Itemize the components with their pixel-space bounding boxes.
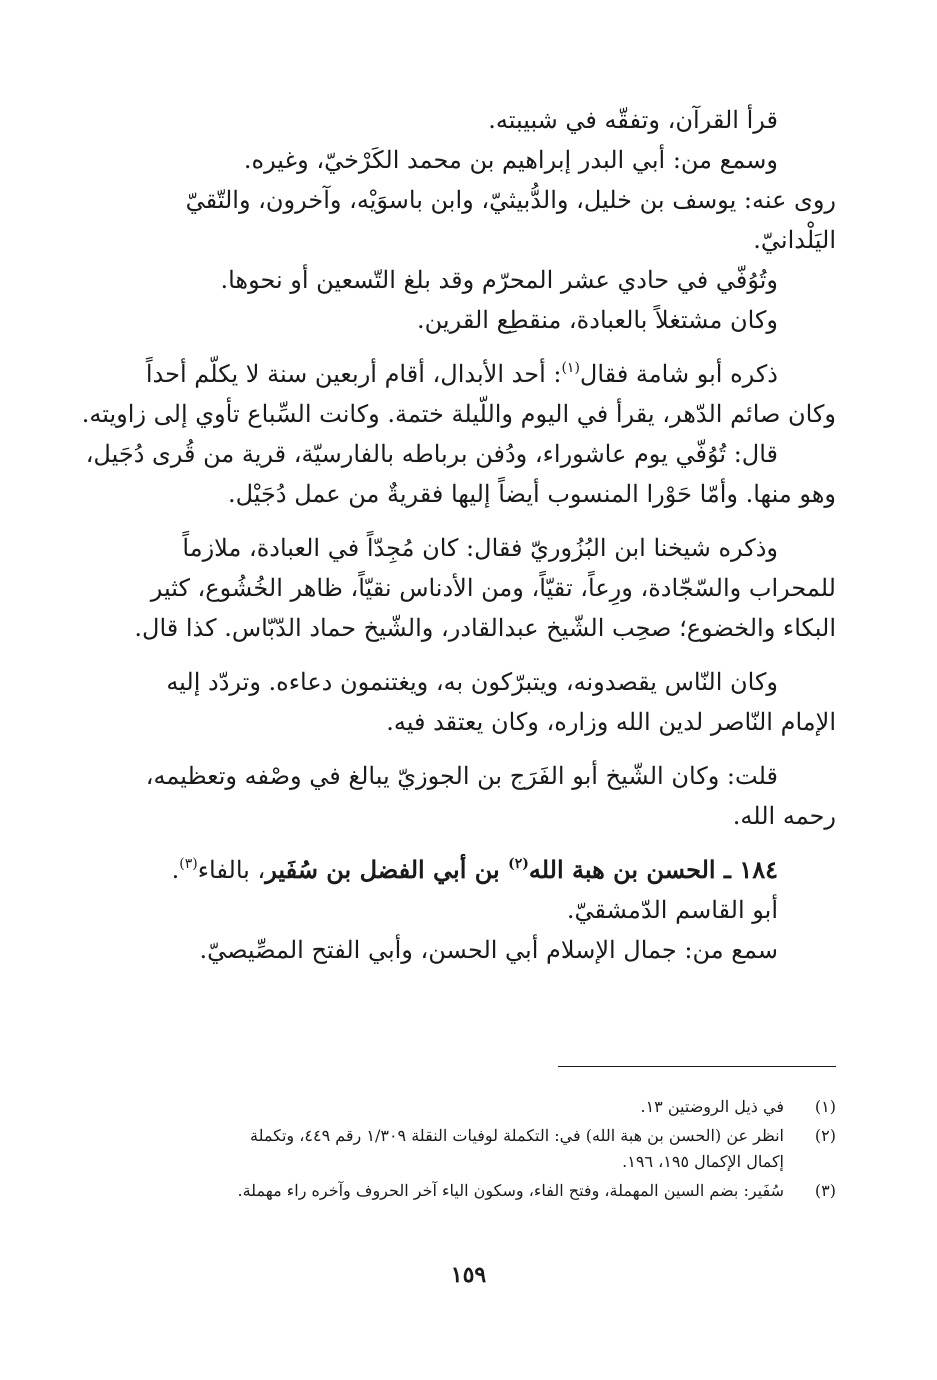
text-line: قال: تُوُفّي يوم عاشوراء، ودُفن برباطه بالفارسيّة، قرية من قُرى دُجَيل، [85,440,778,468]
footnote-list [108,1094,836,1207]
footnote-ref-1[interactable]: (١) [561,360,580,377]
text-line: وكان مشتغلاً بالعبادة، منقطِع القرين. [417,306,778,334]
entry-end: . [171,856,180,884]
text-line: قلت: وكان الشّيخ أبو الفَرَج بن الجوزيّ يبالغ في وصْفه وتعظيمه، [145,762,778,790]
footnote-text [108,1123,784,1175]
footnote-line: سُفَير: بضم السين المهملة، وفتح الفاء، وسكون الياء آخر الحروف وآخره راء مهملة. [237,1181,784,1200]
text-line: رحمه الله. [732,802,836,830]
text-line: أبو القاسم الدّمشقيّ. [566,896,778,924]
text-line: وكان النّاس يقصدونه، ويتبرّكون به، ويغتنمون دعاءه. وتردّد إليه [166,668,778,696]
text-line: وكان صائم الدّهر، يقرأ في اليوم واللّيلة ختمة. وكانت السِّباع تأوي إلى زاويته. [81,400,836,428]
footnote-number: (٢) [814,1126,836,1145]
page-number: ١٥٩ [450,1262,487,1288]
footnote-text [108,1178,784,1204]
text-line [108,354,836,394]
text-line: وهو منها. وأمّا حَوْرا المنسوب أيضاً إليها فقريةٌ من عمل دُجَيْل. [228,480,836,508]
text-line: وذكره شيخنا ابن البُزُوريّ فقال: كان مُجِدّاً في العبادة، ملازماً [182,534,778,562]
footnote-3 [108,1178,836,1204]
footnote-ref-3[interactable]: (٣) [179,856,198,873]
entry-heading [108,850,836,890]
footnote-divider [558,1066,836,1067]
footnote-text [108,1094,784,1120]
text-line: الإمام النّاصر لدين الله وزاره، وكان يعتقد فيه. [386,708,836,736]
text-line: وتُوُفّي في حادي عشر المحرّم وقد بلغ التّسعين أو نحوها. [220,266,778,294]
text-line: اليَلْدانيّ. [753,226,836,254]
footnote-ref-2[interactable]: (٢) [508,856,529,873]
footnote-line: في ذيل الروضتين ١٣. [640,1097,784,1116]
text-line: روى عنه: يوسف بن خليل، والدُّبيثيّ، وابن باسوَيْه، وآخرون، والتّقيّ [185,186,836,214]
text-segment: ذكره أبو شامة فقال [579,360,778,388]
entry-name: ـ الحسن بن هبة الله [528,855,731,884]
footnote-number: (٣) [814,1181,836,1200]
entry-name-cont: بن أبي الفضل بن سُفَير [265,855,509,884]
footnote-line: انظر عن (الحسن بن هبة الله) في: التكملة لوفيات النقلة ١/٣٠٩ رقم ٤٤٩، وتكملة [250,1126,784,1145]
entry-note: ، بالفاء [197,856,266,884]
text-segment: : أحد الأبدال، أقام أربعين سنة لا يكلّم أحداً [145,360,562,388]
text-line: قرأ القرآن، وتفقّه في شبيبته. [488,106,778,134]
footnote-line: إكمال الإكمال ١٩٥، ١٩٦. [622,1152,784,1171]
text-line: وسمع من: أبي البدر إبراهيم بن محمد الكَرْخيّ، وغيره. [243,146,778,174]
footnote-number: (١) [814,1097,836,1116]
footnote-2 [108,1123,836,1175]
text-line: سمع من: جمال الإسلام أبي الحسن، وأبي الفتح المصِّيصيّ. [199,936,778,964]
text-line: للمحراب والسّجّادة، ورِعاً، تقيّاً، ومن الأدناس نقيّاً، ظاهر الخُشُوع، كثير [150,574,836,602]
footnote-1 [108,1094,836,1120]
book-page-text [81,100,836,970]
entry-number: ١٨٤ [739,855,778,884]
text-line: البكاء والخضوع؛ صحِب الشّيخ عبدالقادر، والشّيخ حماد الدّبّاس. كذا قال. [134,614,836,642]
